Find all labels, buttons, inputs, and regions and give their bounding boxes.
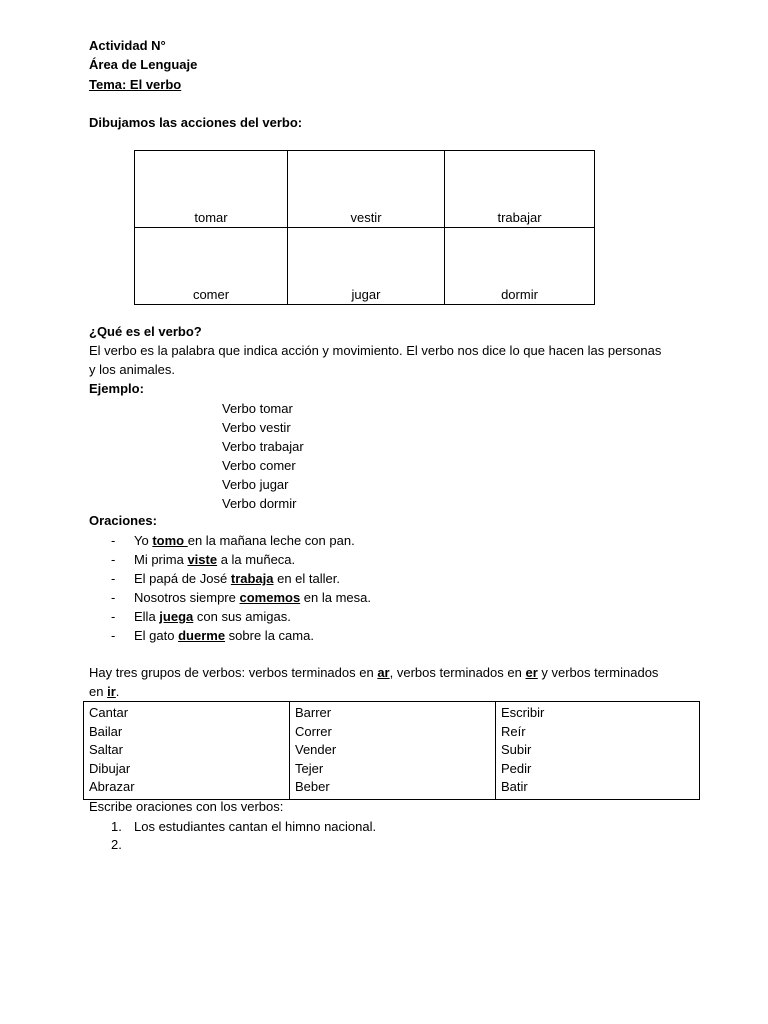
- verb-ar: Dibujar: [89, 760, 131, 776]
- sentence-verb: tomo: [152, 533, 188, 548]
- verb-er: Vender: [295, 742, 337, 758]
- activity-number: Actividad N°: [89, 38, 166, 53]
- topic-title: Tema: El verbo: [89, 77, 182, 92]
- drawing-grid: [134, 150, 595, 305]
- example-item: Verbo jugar: [222, 477, 289, 492]
- example-item: Verbo vestir: [222, 420, 291, 435]
- verb-er: Tejer: [295, 760, 324, 776]
- bullet-dash: -: [111, 533, 116, 548]
- drawing-cell-dormir: dormir: [445, 228, 595, 305]
- example-label: Ejemplo:: [89, 381, 144, 396]
- sentence-verb: duerme: [178, 628, 226, 643]
- verb-ir: Subir: [501, 742, 532, 758]
- sentence-text: Yo tomo en la mañana leche con pan.: [134, 533, 355, 548]
- verb-groups-table: [83, 701, 700, 800]
- sentence-text: El gato duerme sobre la cama.: [134, 628, 314, 643]
- item-number: 2.: [111, 837, 122, 852]
- verbs-ar-column: [84, 702, 290, 800]
- verb-ir: Reír: [501, 723, 526, 739]
- drawing-row: [135, 151, 595, 228]
- bullet-dash: -: [111, 628, 116, 643]
- suffix-ir: ir: [107, 684, 116, 699]
- example-item: Verbo tomar: [222, 401, 293, 416]
- verb-ir: Batir: [501, 779, 528, 795]
- exercise-instruction: Escribe oraciones con los verbos:: [89, 799, 284, 814]
- sentences-label: Oraciones:: [89, 513, 157, 528]
- example-list: [222, 399, 304, 513]
- drawing-cell-comer: comer: [135, 228, 288, 305]
- suffix-ar: ar: [377, 665, 390, 680]
- bullet-dash: -: [111, 609, 116, 624]
- drawing-row: [135, 228, 595, 305]
- sentence-verb: juega: [159, 609, 194, 624]
- groups-intro-cont: en ir.: [89, 684, 120, 699]
- example-item: Verbo trabajar: [222, 439, 304, 454]
- bullet-dash: -: [111, 552, 116, 567]
- sentence-text: El papá de José trabaja en el taller.: [134, 571, 340, 586]
- sentence-verb: comemos: [239, 590, 301, 605]
- definition-line: El verbo es la palabra que indica acción y movimiento. El verbo nos dice lo que hacen las personas: [89, 343, 662, 358]
- sentence-verb: trabaja: [230, 571, 274, 586]
- drawing-instruction: Dibujamos las acciones del verbo:: [89, 115, 303, 130]
- bullet-dash: -: [111, 590, 116, 605]
- verb-er: Correr: [295, 723, 332, 739]
- verbs-er-column: [290, 702, 496, 800]
- verb-er: Beber: [295, 779, 330, 795]
- bullet-dash: -: [111, 571, 116, 586]
- verb-er: Barrer: [295, 705, 332, 720]
- drawing-cell-vestir: vestir: [288, 151, 445, 228]
- definition-line: y los animales.: [89, 362, 175, 377]
- verb-ar: Abrazar: [89, 779, 135, 795]
- item-number: 1.: [111, 819, 122, 834]
- sentence-text: Nosotros siempre comemos en la mesa.: [134, 590, 372, 605]
- definition-question: ¿Qué es el verbo?: [89, 324, 202, 339]
- verb-ar: Cantar: [89, 705, 129, 720]
- subject-area: Área de Lenguaje: [89, 57, 198, 72]
- verb-ir: Escribir: [501, 705, 545, 720]
- item-text: Los estudiantes cantan el himno nacional.: [134, 819, 377, 834]
- example-item: Verbo comer: [222, 458, 296, 473]
- verb-ar: Saltar: [89, 742, 123, 758]
- verb-ir: Pedir: [501, 760, 532, 776]
- verbs-ir-column: [496, 702, 700, 800]
- sentence-text: Mi prima viste a la muñeca.: [134, 552, 296, 567]
- example-item: Verbo dormir: [222, 496, 297, 511]
- drawing-cell-tomar: tomar: [135, 151, 288, 228]
- drawing-cell-jugar: jugar: [288, 228, 445, 305]
- sentence-text: Ella juega con sus amigas.: [134, 609, 291, 624]
- drawing-cell-trabajar: trabajar: [445, 151, 595, 228]
- verb-ar: Bailar: [89, 723, 123, 739]
- suffix-er: er: [525, 665, 538, 680]
- sentence-verb: viste: [187, 552, 218, 567]
- groups-intro: Hay tres grupos de verbos: verbos terminados en ar, verbos terminados en er y verbos terminados: [89, 665, 659, 680]
